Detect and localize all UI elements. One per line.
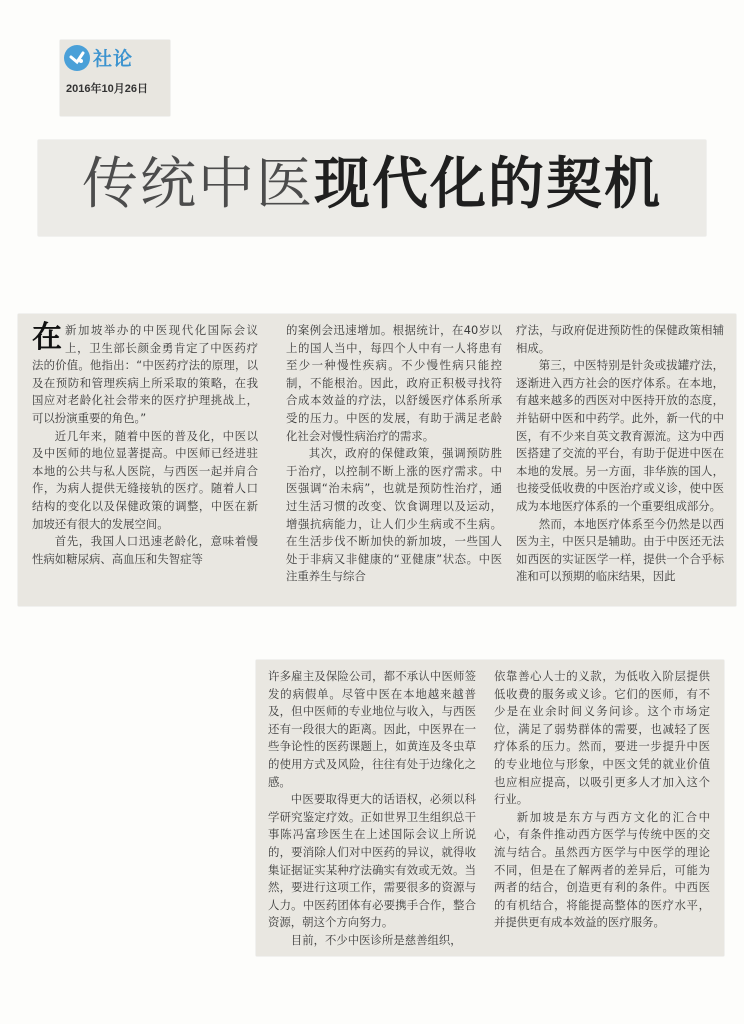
paragraph: 许多雇主及保险公司，都不承认中医师签发的病假单。尽管中医在本地越来越普及，但中医师的专业地位与收入，与西医还有一段很大的距离。因此，中医界在一些争论性的医药课题上，如黄连及冬虫草的使用方式及风险，往往有处于边缘化之感。 bbox=[268, 669, 476, 789]
article-column-1 bbox=[32, 322, 258, 568]
article-column-2 bbox=[286, 322, 502, 586]
publish-date: 2016年10月26日 bbox=[66, 83, 148, 95]
paragraph: 在新加坡举办的中医现代化国际会议上，卫生部长颜金勇肯定了中医药疗法的价值。他指出：“中医药疗法的原理，以及在预防和管理疾病上所采取的策略，在我国应对老龄化社会带来的医疗护理挑战上，可以扮演重要的角色。” bbox=[32, 320, 258, 425]
paragraph: 目前，不少中医诊所是慈善组织， bbox=[290, 932, 462, 947]
article-clip-2 bbox=[256, 660, 724, 956]
paragraph: 疗法，与政府促进预防性的保健政策相辅相成。 bbox=[516, 323, 724, 355]
article-column-4 bbox=[268, 668, 476, 950]
headline-part-1: 传统中医 bbox=[82, 152, 314, 217]
article-column-3 bbox=[516, 322, 724, 586]
section-badge bbox=[60, 40, 170, 116]
paragraph: 新加坡是东方与西方文化的汇合中心，有条件推动西方医学与传统中医的交流与结合。虽然西方医学与中医学的理论不同，但是在了解两者的差异后，可能为两者的结合，创造更有利的条件。中西医的有机结合，将能提高整体的医疗水平，并提供更有成本效益的医疗服务。 bbox=[494, 809, 710, 930]
headline bbox=[38, 152, 706, 218]
paragraph: 中医要取得更大的话语权，必须以科学研究鉴定疗效。正如世界卫生组织总干事陈冯富珍医生在上述国际会议上所说的，要消除人们对中医药的异议，就得收集证据证实某种疗法确实有效或无效。当然，要进行这项工作，需要很多的资源与人力。中医药团体有必要携手合作，整合资源，朝这个方向努力。 bbox=[268, 792, 476, 930]
paragraph: 然而，本地医疗体系至今仍然是以西医为主，中医只是辅助。由于中医还无法如西医的实证医学一样，提供一个合乎标准和可以预期的临床结果，因此 bbox=[516, 516, 724, 584]
paragraph: 其次，政府的保健政策，强调预防胜于治疗，以控制不断上涨的医疗需求。中医强调“治未病”，也就是预防性治疗，通过生活习惯的改变、饮食调理以及运动，增强抗病能力，让人们少生病或不生病。在生活步伐不断加快的新加坡，一些国人处于非病又非健康的“亚健康”状态。中医注重养生与综合 bbox=[286, 446, 502, 584]
paragraph: 首先，我国人口迅速老龄化，意味着慢性病如糖尿病、高血压和失智症等 bbox=[32, 534, 258, 566]
headline-part-2: 现代化的契机 bbox=[314, 152, 662, 217]
paragraph: 的案例会迅速增加。根据统计，在40岁以上的国人当中，每四个人中有一人将患有至少一种慢性疾病。不少慢性病只能控制，不能根治。因此，政府正积极寻找符合成本效益的疗法，以舒缓医疗体系所承受的压力。中医的发展，有助于满足老龄化社会对慢性病治疗的需求。 bbox=[286, 323, 502, 443]
drop-cap: 在 bbox=[32, 320, 62, 355]
article-clip-1 bbox=[18, 314, 736, 606]
paragraph: 近几年来，随着中医的普及化，中医以及中医师的地位显著提高。中医师已经进驻本地的公共与私人医院，与西医一起并肩合作，为病人提供无缝接轨的医疗。随着人口结构的变化以及保健政策的调整，中医在新加坡还有很大的发展空间。 bbox=[32, 428, 258, 531]
headline-clip bbox=[38, 140, 706, 236]
section-logo bbox=[64, 44, 133, 71]
newspaper-logo-icon bbox=[64, 45, 90, 71]
section-label: 社论 bbox=[93, 48, 134, 70]
paragraph: 依靠善心人士的义款，为低收入阶层提供低收费的服务或义诊。它们的医师，有不少是在业余时间义务问诊。这个市场定位，满足了弱势群体的需要，也减轻了医疗体系的压力。然而，要进一步提升中医的专业地位与形象，中医文凭的就业价值也应相应提高，以吸引更多人才加入这个行业。 bbox=[494, 669, 710, 807]
article-column-5 bbox=[494, 668, 710, 932]
paragraph: 第三，中医特别是针灸或拔罐疗法，逐渐进入西方社会的医疗体系。在本地，有越来越多的西医对中医持开放的态度，并钻研中医和中药学。此外，新一代的中医，有不少来自英文教育源流。这为中西医搭建了交流的平台，有助于促进中医在本地的发展。另一方面，非华族的国人，也接受低收费的中医治疗或义诊，使中医成为本地医疗体系的一个重要组成部分。 bbox=[516, 358, 724, 513]
